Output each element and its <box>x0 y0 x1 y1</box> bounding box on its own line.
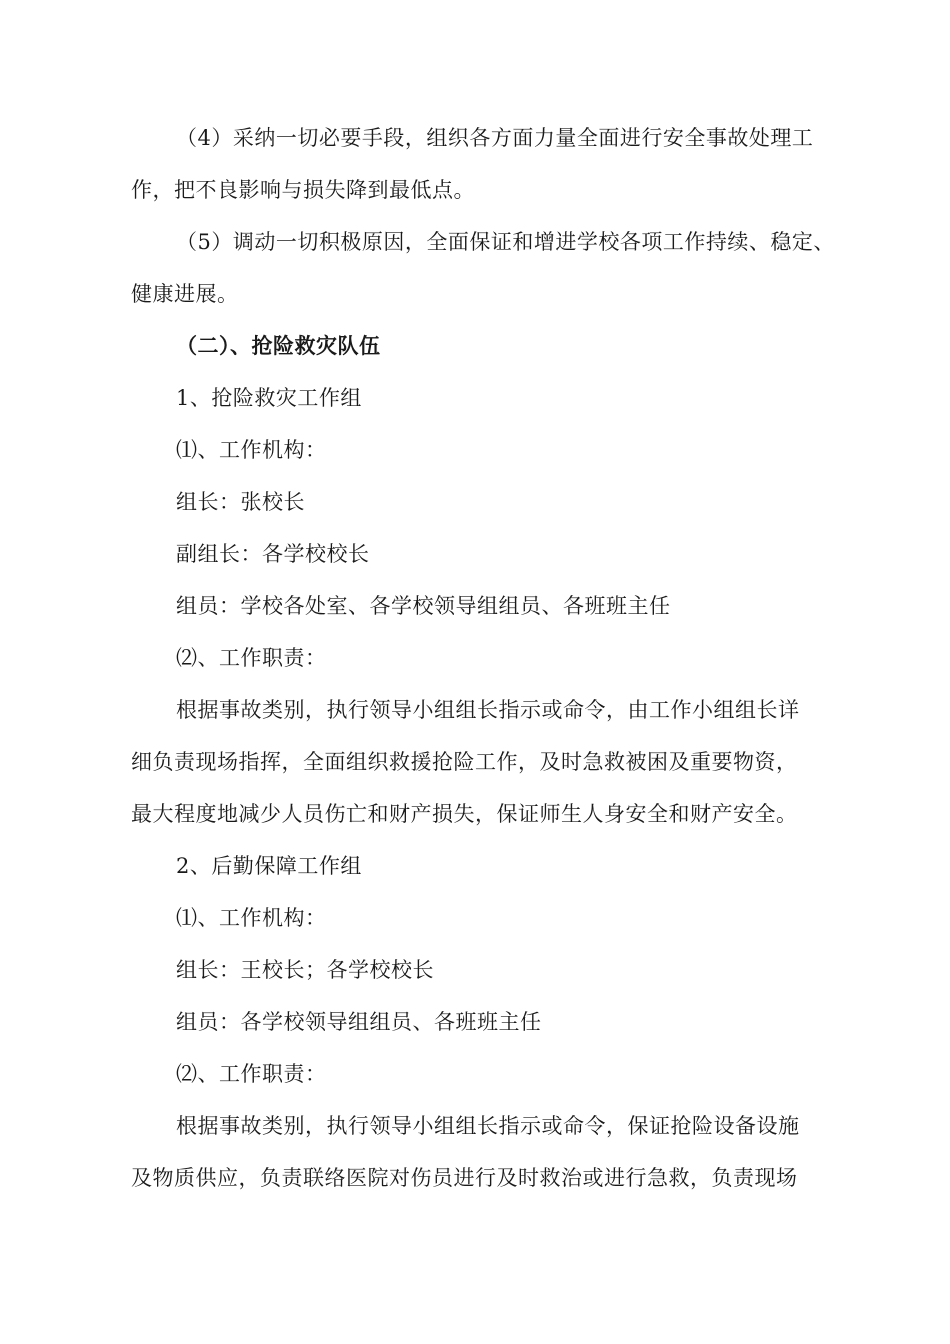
work-duties-heading: ⑵、工作职责： <box>176 646 327 670</box>
deputy-leader-line: 副组长：各学校校长 <box>176 542 370 566</box>
work-organization-heading: ⑴、工作机构： <box>176 438 327 462</box>
work-organization-heading-2: ⑴、工作机构： <box>176 906 327 930</box>
team-members-line-2: 组员：各学校领导组组员、各班班主任 <box>176 1010 542 1034</box>
duties-paragraph-line-2: 细负责现场指挥，全面组织救援抢险工作，及时急救被困及重要物资， <box>131 750 798 774</box>
team-leader-line-2: 组长：王校长；各学校校长 <box>176 958 434 982</box>
paragraph-4-line-1: （4）采纳一切必要手段，组织各方面力量全面进行安全事故处理工 <box>176 126 814 150</box>
duties-paragraph-2-line-2: 及物质供应，负责联络医院对伤员进行及时救治或进行急救，负责现场 <box>131 1166 798 1190</box>
subsection-2-heading: 2、后勤保障工作组 <box>176 854 362 878</box>
team-members-line: 组员：学校各处室、各学校领导组组员、各班班主任 <box>176 594 671 618</box>
work-duties-heading-2: ⑵、工作职责： <box>176 1062 327 1086</box>
duties-paragraph-line-3: 最大程度地减少人员伤亡和财产损失，保证师生人身安全和财产安全。 <box>131 802 798 826</box>
duties-paragraph-line-1: 根据事故类别，执行领导小组组长指示或命令，由工作小组组长详 <box>176 698 800 722</box>
team-leader-line: 组长：张校长 <box>176 490 305 514</box>
duties-paragraph-2-line-1: 根据事故类别，执行领导小组组长指示或命令，保证抢险设备设施 <box>176 1114 800 1138</box>
subsection-1-heading: 1、抢险救灾工作组 <box>176 386 362 410</box>
paragraph-5-line-1: （5）调动一切积极原因，全面保证和增进学校各项工作持续、稳定、 <box>176 230 835 254</box>
paragraph-5-line-2: 健康进展。 <box>131 282 239 306</box>
section-heading: （二）、抢险救灾队伍 <box>176 333 381 358</box>
paragraph-4-line-2: 作，把不良影响与损失降到最低点。 <box>131 178 475 202</box>
